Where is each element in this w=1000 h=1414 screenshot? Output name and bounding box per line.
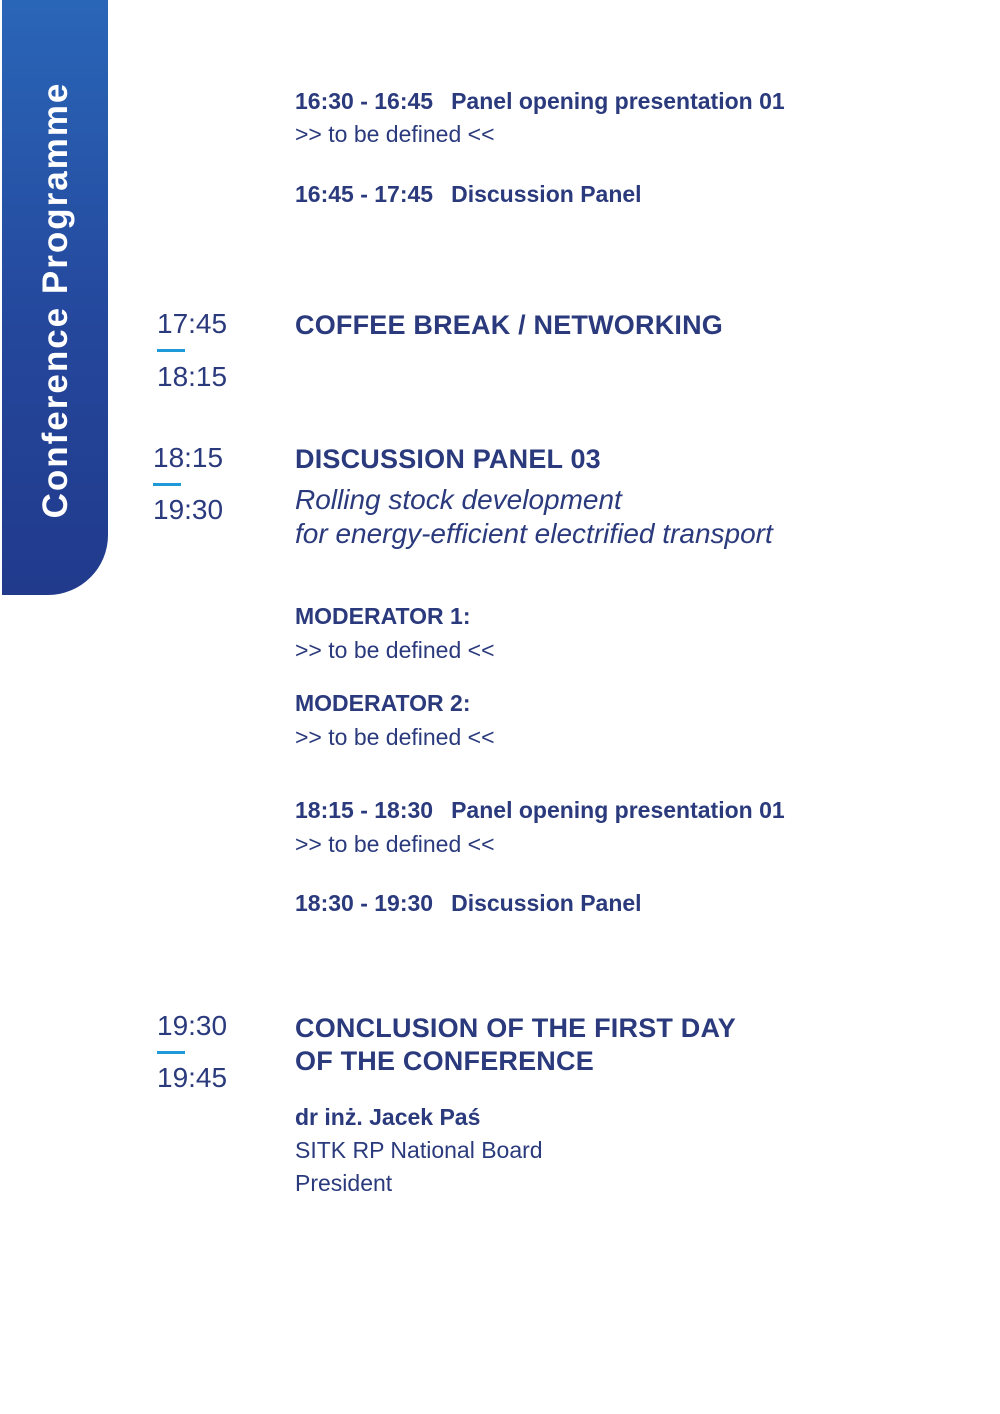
panel3-title: DISCUSSION PANEL 03	[295, 444, 601, 474]
moderator1-label: MODERATOR 1:	[295, 603, 471, 629]
moderator2-value: >> to be defined <<	[295, 724, 495, 750]
item-note: >> to be defined <<	[295, 121, 495, 147]
speaker-role-line1: SITK RP National Board	[295, 1137, 543, 1163]
coffee-title: COFFEE BREAK / NETWORKING	[295, 310, 723, 340]
panel3-subtitle-line1: Rolling stock development	[295, 484, 622, 515]
item-time: 18:15 - 18:30	[295, 797, 434, 823]
panel3-end-time: 19:30	[153, 494, 224, 525]
item-time: 16:45 - 17:45	[295, 181, 434, 207]
item-note: >> to be defined <<	[295, 831, 495, 857]
conclusion-title-line2: OF THE CONFERENCE	[295, 1046, 594, 1076]
time-dash	[157, 1051, 185, 1054]
speaker-role-line2: President	[295, 1170, 393, 1196]
schedule-item-3	[295, 797, 785, 824]
speaker-name: dr inż. Jacek Paś	[295, 1104, 481, 1130]
conclusion-start-time: 19:30	[157, 1010, 228, 1041]
item-title: Panel opening presentation 01	[451, 797, 785, 823]
item-time: 18:30 - 19:30	[295, 890, 434, 916]
panel3-subtitle-line2: for energy-efficient electrified transport	[295, 518, 773, 549]
schedule-item-2	[295, 181, 642, 208]
item-time: 16:30 - 16:45	[295, 88, 434, 114]
moderator1-value: >> to be defined <<	[295, 637, 495, 663]
item-title: Discussion Panel	[451, 181, 642, 207]
schedule-item-4	[295, 890, 642, 917]
conclusion-title-line1: CONCLUSION OF THE FIRST DAY	[295, 1013, 736, 1043]
conclusion-end-time: 19:45	[157, 1062, 228, 1093]
moderator2-label: MODERATOR 2:	[295, 690, 471, 716]
panel3-start-time: 18:15	[153, 442, 224, 473]
coffee-start-time: 17:45	[157, 308, 228, 339]
time-dash	[157, 349, 185, 352]
schedule-item-1	[295, 88, 785, 115]
sidebar-banner	[2, 0, 108, 595]
item-title: Panel opening presentation 01	[451, 88, 785, 114]
coffee-end-time: 18:15	[157, 361, 228, 392]
sidebar-title: Conference Programme	[36, 81, 75, 519]
time-dash	[153, 483, 181, 486]
item-title: Discussion Panel	[451, 890, 642, 916]
